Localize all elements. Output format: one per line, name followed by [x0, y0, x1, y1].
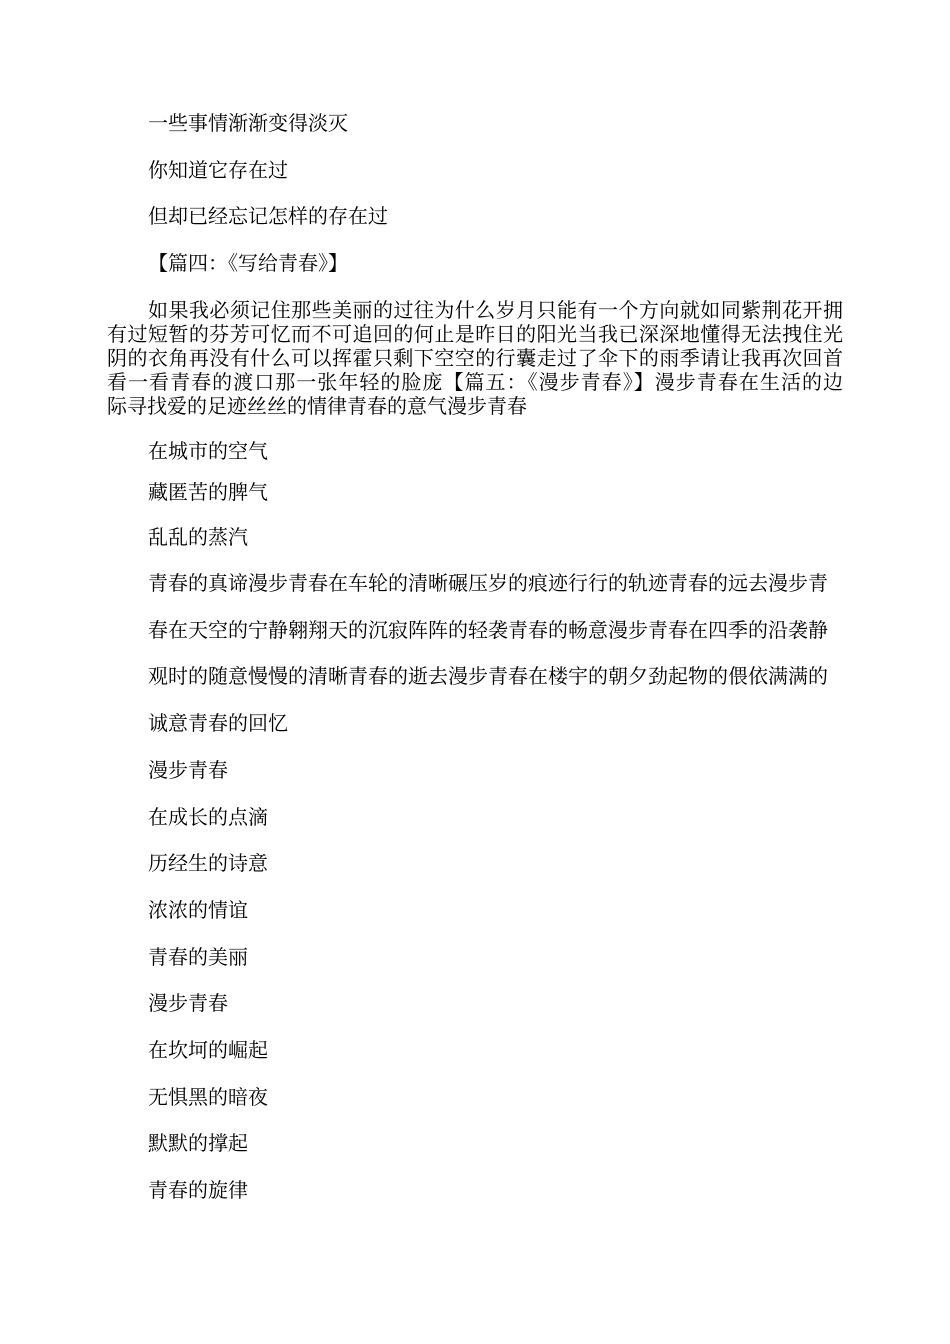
text-line: 默默的撑起: [148, 1131, 248, 1155]
text-line: 春在天空的宁静翱翔天的沉寂阵阵的轻袭青春的畅意漫步青春在四季的沿袭静: [148, 618, 828, 642]
paragraph-line: 如果我必须记住那些美丽的过往为什么岁月只能有一个方向就如同紫荆花开拥: [148, 298, 843, 322]
text-line: 你知道它存在过: [148, 158, 288, 182]
text-line: 一些事情渐渐变得淡灭: [148, 111, 348, 135]
text-line: 在成长的点滴: [148, 805, 268, 829]
text-line: 但却已经忘记怎样的存在过: [148, 204, 388, 228]
paragraph: [107, 298, 843, 418]
text-line: 历经生的诗意: [148, 851, 268, 875]
text-line: 漫步青春: [148, 991, 228, 1015]
paragraph-line: 看一看青春的渡口那一张年轻的脸庞【篇五：《漫步青春》】漫步青春在生活的边: [107, 370, 843, 394]
text-line: 观时的随意慢慢的清晰青春的逝去漫步青春在楼宇的朝夕劲起物的偎依满满的: [148, 664, 828, 688]
paragraph-line: 际寻找爱的足迹丝丝的情律青春的意气漫步青春: [107, 394, 527, 418]
text-line: 青春的真谛漫步青春在车轮的清晰碾压岁的痕迹行行的轨迹青春的远去漫步青: [148, 571, 828, 595]
text-line: 浓浓的情谊: [148, 898, 248, 922]
paragraph-line: 阴的衣角再没有什么可以挥霍只剩下空空的行囊走过了伞下的雨季请让我再次回首: [107, 346, 843, 370]
text-line: 青春的旋律: [148, 1178, 248, 1202]
text-line: 藏匿苦的脾气: [148, 480, 268, 504]
text-line: 乱乱的蒸汽: [148, 525, 248, 549]
text-line: 漫步青春: [148, 758, 228, 782]
text-line: 诚意青春的回忆: [148, 711, 288, 735]
text-line: 在坎坷的崛起: [148, 1038, 268, 1062]
text-line: 在城市的空气: [148, 439, 268, 463]
text-line: 无惧黑的暗夜: [148, 1085, 268, 1109]
text-line: 青春的美丽: [148, 945, 248, 969]
section-heading: 【篇四：《写给青春》】: [148, 251, 348, 275]
paragraph-line: 有过短暂的芬芳可忆而不可追回的何止是昨日的阳光当我已深深地懂得无法拽住光: [107, 322, 843, 346]
